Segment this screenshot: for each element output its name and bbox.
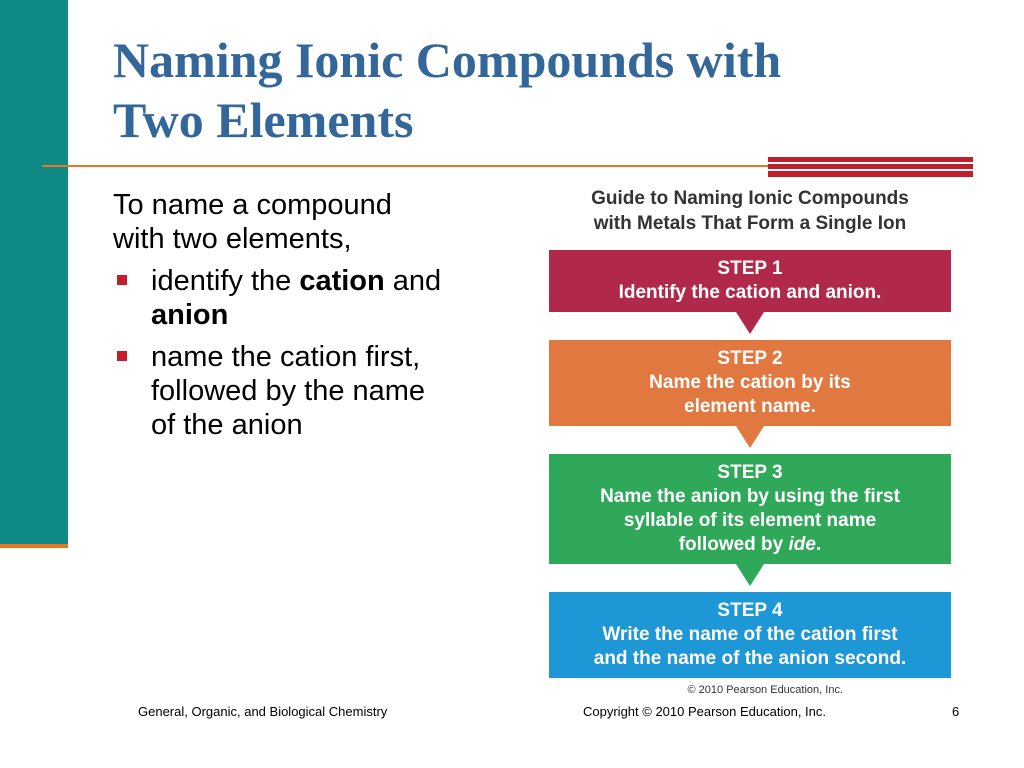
page-number: 6 — [952, 704, 960, 719]
bullet-text: identify the — [151, 265, 300, 297]
down-arrow-icon — [736, 426, 764, 448]
intro-line-2: with two elements, — [113, 223, 352, 255]
slide-body — [113, 188, 513, 450]
guide-title-line-2: with Metals That Form a Single Ion — [593, 213, 907, 234]
bullet-line — [151, 264, 513, 298]
step-text: Name the cation by its — [649, 372, 851, 393]
bullet-keyword-anion: anion — [151, 299, 229, 331]
step-text: element name. — [684, 396, 816, 417]
step-3-box — [549, 454, 951, 564]
step-text: followed by ide. — [678, 534, 822, 555]
footer-copyright: Copyright © 2010 Pearson Education, Inc. — [583, 704, 827, 719]
step-2-box — [549, 340, 951, 426]
intro-text — [113, 188, 513, 256]
step-4-box — [549, 592, 951, 678]
step-label: STEP 3 — [717, 462, 783, 483]
down-arrow-icon — [736, 312, 764, 334]
step-text: Identify the cation and anion. — [618, 282, 882, 303]
side-bar-orange-strip — [0, 544, 68, 548]
down-arrow-icon — [736, 564, 764, 586]
naming-guide-figure — [549, 186, 951, 696]
title-divider-red-block — [768, 157, 973, 177]
bullet-line: name the cation first, — [151, 341, 421, 373]
step-label: STEP 4 — [717, 600, 783, 621]
bullet-list — [113, 264, 513, 442]
step-text: and the name of the anion second. — [593, 648, 907, 669]
slide-title-line-2: Two Elements — [113, 92, 414, 148]
square-bullet-icon — [117, 275, 127, 285]
slide-title — [113, 30, 993, 150]
guide-title-line-1: Guide to Naming Ionic Compounds — [591, 188, 909, 209]
step-text-italic: ide — [788, 534, 816, 555]
bullet-text: and — [384, 265, 442, 297]
bullet-line — [151, 298, 513, 332]
step-text: Name the anion by using the first — [600, 486, 900, 507]
footer-course-title: General, Organic, and Biological Chemistry — [138, 704, 388, 719]
bullet-line: of the anion — [151, 409, 303, 441]
guide-title — [549, 186, 951, 236]
bullet-keyword-cation: cation — [299, 265, 385, 297]
bullet-item — [113, 340, 513, 442]
bullet-item — [113, 264, 513, 332]
step-label: STEP 2 — [717, 348, 783, 369]
step-1-box — [549, 250, 951, 312]
step-label: STEP 1 — [717, 258, 783, 279]
figure-copyright: © 2010 Pearson Education, Inc. — [687, 684, 843, 696]
intro-line-1: To name a compound — [113, 189, 392, 221]
bullet-line: followed by the name — [151, 375, 426, 407]
step-text: Write the name of the cation first — [602, 624, 898, 645]
side-accent-bar — [0, 0, 68, 546]
step-text: syllable of its element name — [623, 510, 877, 531]
slide-title-line-1: Naming Ionic Compounds with — [113, 32, 782, 88]
square-bullet-icon — [117, 351, 127, 361]
